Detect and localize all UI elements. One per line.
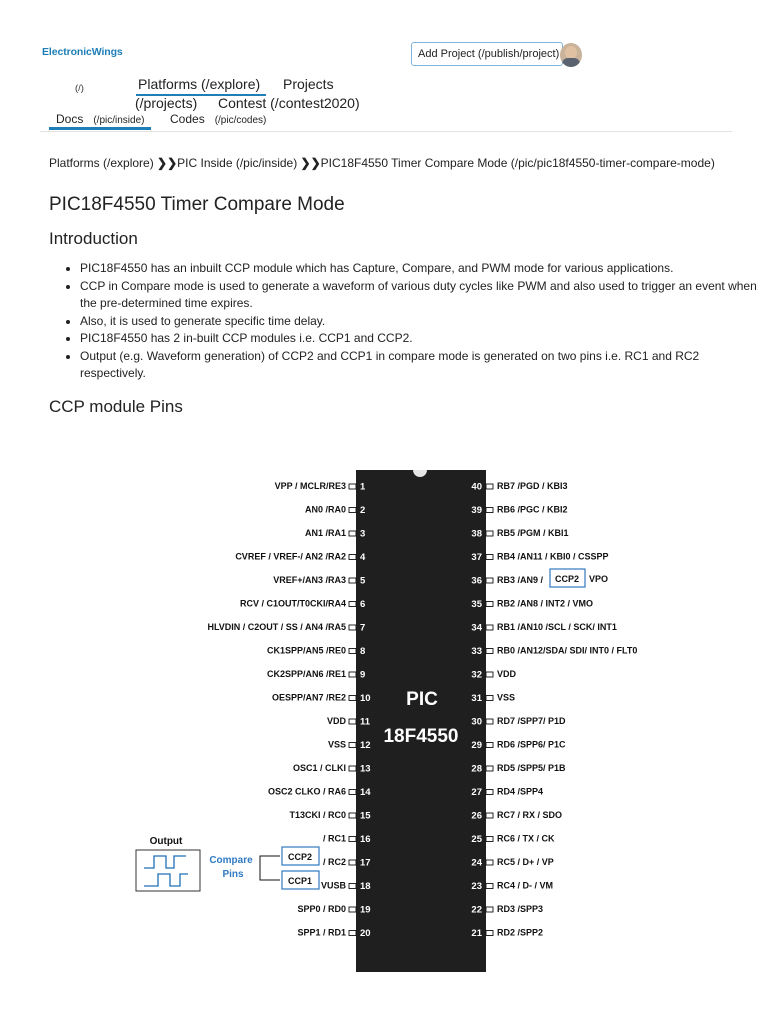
tab-active-underline — [49, 127, 151, 130]
ccp1-label: CCP1 — [287, 876, 313, 886]
page-title: PIC18F4550 Timer Compare Mode — [49, 194, 345, 215]
breadcrumb-item-current[interactable]: PIC18F4550 Timer Compare Mode (/pic/pic18f4550-timer-compare-mode) — [320, 156, 715, 170]
nav-platforms-link[interactable]: Platforms (/explore) — [138, 76, 261, 92]
pin-stub — [349, 696, 356, 701]
pin-left-9 — [267, 669, 365, 681]
pin-number: 6 — [360, 599, 366, 610]
list-item: • CCP in Compare mode is used to generate a waveform of various duty cycles like PWM and also used to trigger an event when the pre-determined time expires. — [80, 278, 760, 313]
pin-number: 37 — [471, 552, 482, 563]
pin-number: 40 — [471, 481, 482, 493]
nav-projects-url[interactable]: (/projects) — [135, 95, 198, 111]
pin-stub — [486, 766, 493, 771]
pin-number: 15 — [360, 810, 371, 822]
pin-left-6 — [240, 599, 365, 611]
pin-label: OSC1 / CLKI — [292, 763, 346, 773]
pin-label: OSC2 CLKO / RA6 — [267, 786, 346, 797]
compare-label-1: Compare — [209, 855, 253, 866]
pin-stub — [486, 743, 493, 748]
pin-number: 20 — [360, 928, 371, 939]
pin-left-4 — [235, 552, 366, 564]
pinout-diagram — [130, 460, 670, 980]
pin-number: 3 — [360, 528, 366, 540]
breadcrumb-item-pic-inside[interactable]: PIC Inside (/pic/inside) — [177, 156, 298, 170]
pin-left-17 — [323, 857, 371, 869]
pin-stub — [349, 508, 356, 513]
pin-right-32 — [471, 669, 516, 681]
pin-stub — [349, 884, 356, 889]
pin-number: 17 — [360, 857, 371, 869]
pin-number: 16 — [360, 834, 371, 845]
pin-stub — [486, 884, 493, 889]
pin-right-33 — [471, 646, 637, 658]
pin-right-31 — [471, 693, 515, 705]
pin-stub — [486, 484, 493, 489]
pin-left-7 — [207, 622, 365, 634]
pin-label: RB1 /AN10 /SCL / SCK/ INT1 — [497, 622, 617, 632]
tab-docs-label: Docs — [56, 112, 84, 126]
breadcrumb-item-platforms[interactable]: Platforms (/explore) — [49, 156, 154, 170]
pin-left-8 — [267, 646, 365, 658]
pin-stub — [486, 531, 493, 536]
pin-left-12 — [328, 740, 371, 752]
pin-number: 29 — [471, 740, 482, 751]
pin-stub — [349, 790, 356, 795]
pin-label: RD6 /SPP6/ P1C — [497, 739, 566, 750]
pin-label: RD2 /SPP2 — [497, 927, 544, 938]
pin-label: RB6 /PGC / KBI2 — [497, 504, 568, 515]
pin-right-37 — [471, 552, 608, 564]
pin-number: 25 — [471, 834, 482, 845]
tab-codes[interactable] — [170, 112, 266, 126]
pin-stub — [486, 672, 493, 677]
pin-number: 23 — [471, 881, 482, 892]
add-project-button[interactable]: Add Project (/publish/project) — [411, 42, 563, 66]
pin-left-11 — [327, 716, 371, 728]
pin-label: CVREF / VREF-/ AN2 /RA2 — [235, 551, 346, 562]
tab-codes-url: (/pic/codes) — [214, 115, 267, 126]
pin-left-20 — [297, 928, 370, 940]
pin-label: / RC1 — [322, 833, 346, 844]
pin-number: 18 — [360, 881, 371, 892]
pin-label: RB3 /AN9 / — [497, 575, 544, 585]
intro-list — [49, 260, 760, 383]
pin-number: 26 — [471, 810, 482, 822]
pin-stub — [349, 484, 356, 489]
pin-left-18 — [321, 881, 371, 893]
pin-stub — [349, 602, 356, 607]
nav-projects-link[interactable]: Projects — [283, 76, 334, 92]
pin-label: RB0 /AN12/SDA/ SDI/ INT0 / FLT0 — [497, 645, 638, 656]
pin-label: RC4 / D- / VM — [497, 880, 554, 891]
pin-stub — [486, 931, 493, 936]
output-box — [136, 850, 200, 891]
pin-number: 33 — [471, 646, 482, 657]
pin-number: 12 — [360, 740, 371, 751]
brand-logo[interactable]: ElectronicWings — [42, 46, 123, 58]
pin-stub — [349, 907, 356, 912]
list-item: • Output (e.g. Waveform generation) of CCP2 and CCP1 in compare mode is generated on two pins i.e. RC1 and RC2 respectively. — [80, 348, 760, 383]
pin-number: 34 — [471, 622, 482, 634]
chip-label-line2: 18F4550 — [383, 726, 459, 747]
pin-left-10 — [272, 693, 371, 705]
list-item: • Also, it is used to generate specific time delay. — [80, 313, 760, 331]
pin-stub — [349, 860, 356, 865]
pin-stub — [486, 602, 493, 607]
pin-label: OESPP/AN7 /RE2 — [271, 692, 346, 703]
pin-label: RC6 / TX / CK — [497, 833, 555, 844]
pin-number: 10 — [360, 693, 371, 704]
avatar-body — [562, 58, 580, 67]
pin-number: 7 — [360, 622, 366, 634]
pin-label: RB7 /PGD / KBI3 — [497, 481, 568, 491]
pin-right-35 — [471, 599, 593, 611]
pin-number: 27 — [471, 787, 482, 798]
compare-bracket — [260, 856, 280, 880]
pin-stub — [349, 719, 356, 724]
chevron-icon: ❯❯ — [300, 156, 321, 170]
pin-label: / RC2 — [322, 857, 346, 867]
pin-stub — [349, 531, 356, 536]
pin-number: 35 — [471, 599, 482, 610]
section-heading-introduction: Introduction — [49, 229, 138, 248]
pin-label: AN1 /RA1 — [304, 528, 346, 538]
pin-stub — [486, 860, 493, 865]
pin-label: RC5 / D+ / VP — [497, 857, 554, 867]
breadcrumb — [49, 154, 729, 172]
pin-stub — [486, 649, 493, 654]
chevron-icon: ❯❯ — [157, 156, 178, 170]
pin-number: 32 — [471, 669, 482, 681]
pin-stub — [349, 837, 356, 842]
ccp2-label: CCP2 — [287, 852, 313, 862]
pin-number: 30 — [471, 716, 482, 728]
pin-stub — [349, 672, 356, 677]
tab-docs-url: (/pic/inside) — [93, 115, 145, 126]
pin-label: VUSB — [320, 880, 346, 891]
pin-label: VPP / MCLR/RE3 — [274, 481, 346, 491]
tab-codes-label: Codes — [170, 112, 205, 126]
pin-label: RD4 /SPP4 — [497, 786, 544, 797]
pin-stub — [486, 813, 493, 818]
nav-contest-link[interactable]: Contest (/contest2020) — [218, 95, 360, 111]
pin-number: 39 — [471, 505, 482, 516]
pin-stub — [486, 907, 493, 912]
pin-label: RD3 /SPP3 — [497, 904, 544, 914]
pin-number: 21 — [471, 928, 482, 939]
pin-number: 2 — [360, 505, 366, 516]
pin-label: HLVDIN / C2OUT / SS / AN4 /RA5 — [207, 622, 346, 632]
pin-stub — [486, 719, 493, 724]
pin-label: VDD — [326, 716, 346, 726]
home-link[interactable]: (/) — [75, 83, 84, 94]
pin-number: 4 — [360, 552, 366, 563]
pin-number: 13 — [360, 763, 371, 775]
pin-label: RB5 /PGM / KBI1 — [497, 528, 569, 538]
compare-label-2: Pins — [222, 869, 244, 880]
pin-label: VREF+/AN3 /RA3 — [273, 575, 346, 585]
pin-number: 22 — [471, 904, 482, 916]
pin-number: 24 — [471, 857, 482, 869]
pin-number: 14 — [360, 787, 371, 798]
pin-number: 31 — [471, 693, 482, 704]
pin-stub — [349, 625, 356, 630]
pin-label: RC7 / RX / SDO — [497, 810, 563, 820]
pin-left-16 — [323, 834, 371, 846]
pin-stub — [486, 555, 493, 560]
pin-left-19 — [297, 904, 370, 916]
output-block — [136, 836, 319, 891]
pin-label: RD7 /SPP7/ P1D — [497, 716, 566, 726]
pin-stub — [349, 813, 356, 818]
pin-stub — [349, 578, 356, 583]
section-heading-ccp-pins: CCP module Pins — [49, 397, 183, 416]
pin-label: CK1SPP/AN5 /RE0 — [266, 645, 346, 656]
pin-stub — [486, 508, 493, 513]
pin-stub — [486, 696, 493, 701]
pin-left-1 — [275, 481, 366, 493]
pin-label: SPP1 / RD1 — [297, 927, 346, 938]
chip-body — [356, 470, 486, 972]
pin-number: 36 — [471, 575, 482, 587]
output-label: Output — [149, 836, 183, 847]
pin-stub — [349, 931, 356, 936]
pin-number: 11 — [360, 716, 371, 728]
pin-left-5 — [273, 575, 366, 587]
pin-right-34 — [471, 622, 616, 634]
pin36-ccp2 — [550, 569, 608, 587]
pin-label: T13CKI / RC0 — [289, 810, 346, 820]
pin-label: RD5 /SPP5/ P1B — [497, 763, 566, 773]
pin-stub — [486, 790, 493, 795]
pin-label: VSS — [327, 739, 346, 750]
chip-label-line1: PIC — [406, 689, 438, 710]
user-avatar[interactable] — [560, 43, 582, 67]
list-item: • PIC18F4550 has an inbuilt CCP module which has Capture, Compare, and PWM mode for various applications. — [80, 260, 760, 278]
pin36-vpo-label: VPO — [589, 574, 609, 584]
pin-label: RB2 /AN8 / INT2 / VMO — [497, 598, 594, 609]
pin-number: 8 — [360, 646, 366, 657]
pin-stub — [349, 555, 356, 560]
pin-stub — [349, 743, 356, 748]
pin-number: 28 — [471, 763, 482, 775]
tab-docs[interactable] — [56, 112, 144, 126]
pin-label: RB4 /AN11 / KBI0 / CSSPP — [497, 551, 609, 562]
pin-number: 38 — [471, 528, 482, 540]
list-item: • PIC18F4550 has 2 in-built CCP modules i.e. CCP1 and CCP2. — [80, 330, 760, 348]
pin-number: 9 — [360, 669, 366, 681]
pin-number: 19 — [360, 904, 371, 916]
pin-label: AN0 /RA0 — [304, 504, 346, 515]
pin-stub — [349, 766, 356, 771]
pin-left-14 — [268, 787, 371, 799]
header-divider — [40, 131, 732, 132]
pin-stub — [349, 649, 356, 654]
pin-stub — [486, 837, 493, 842]
pin-label: RCV / C1OUT/T0CKI/RA4 — [239, 598, 346, 609]
pin-label: VDD — [497, 669, 517, 679]
pin36-ccp2-label: CCP2 — [554, 574, 580, 584]
pin-stub — [486, 578, 493, 583]
pin-number: 5 — [360, 575, 366, 587]
pin-stub — [486, 625, 493, 630]
pin-label: VSS — [497, 692, 516, 703]
pin-number: 1 — [360, 481, 366, 493]
pin-label: SPP0 / RD0 — [297, 904, 346, 914]
pin-label: CK2SPP/AN6 /RE1 — [266, 669, 346, 679]
